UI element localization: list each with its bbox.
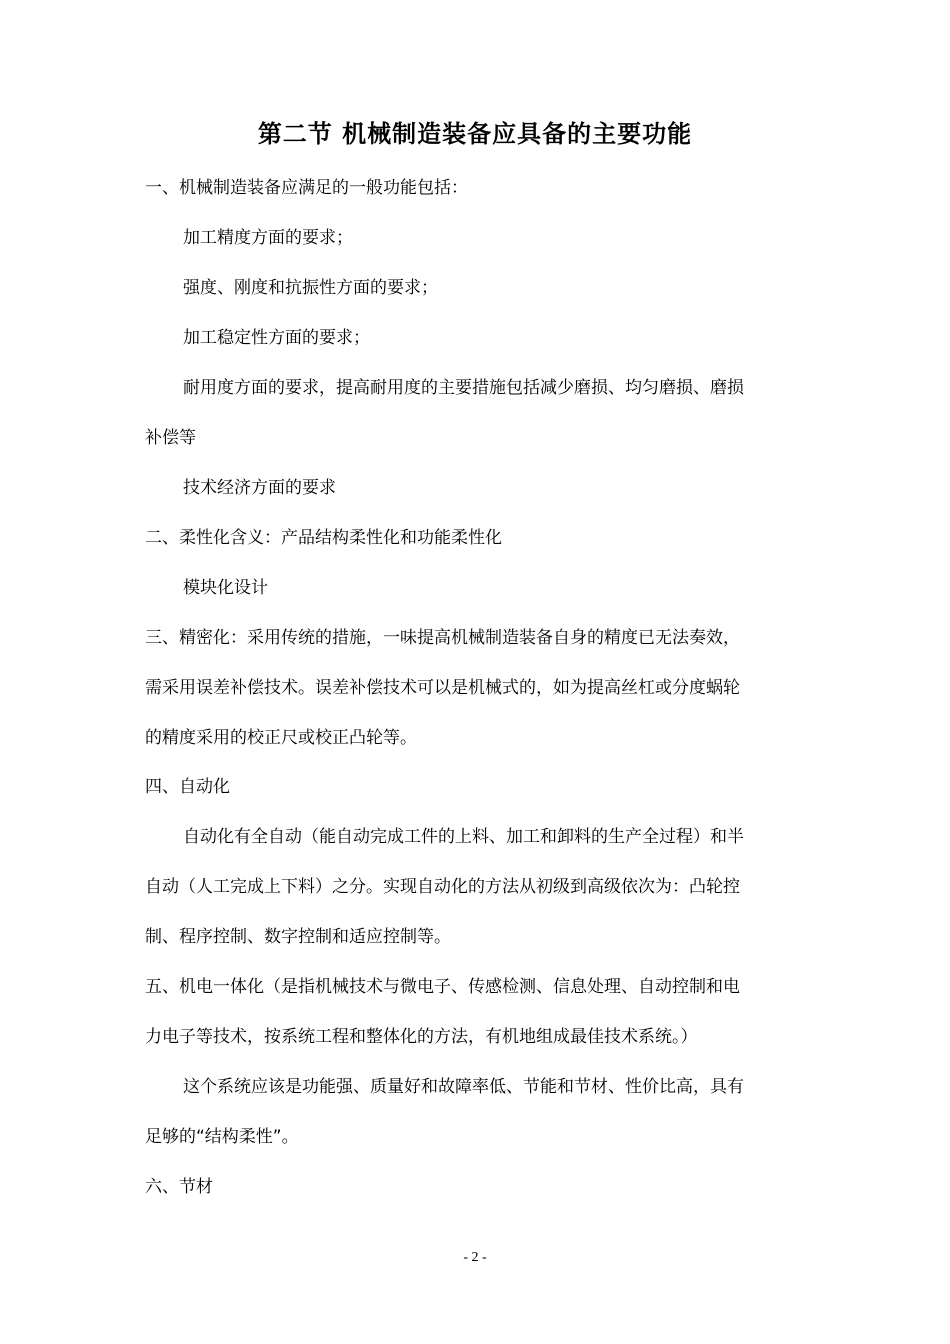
text-line-13: 四、自动化 [145,777,230,797]
text-line-4: 加工稳定性方面的要求； [183,328,370,348]
text-line-20: 足够的“结构柔性”。 [145,1127,299,1147]
text-line-3: 强度、刚度和抗振性方面的要求； [183,278,438,298]
text-line-5: 耐用度方面的要求，提高耐用度的主要措施包括减少磨损、均匀磨损、磨损 [183,378,744,398]
text-line-16: 制、程序控制、数字控制和适应控制等。 [145,927,451,947]
text-line-18: 力电子等技术，按系统工程和整体化的方法，有机地组成最佳技术系统。） [145,1027,698,1047]
text-line-1: 一、机械制造装备应满足的一般功能包括： [145,178,468,198]
text-line-9: 模块化设计 [183,578,268,598]
section-title: 第二节 机械制造装备应具备的主要功能 [257,120,693,148]
text-line-19: 这个系统应该是功能强、质量好和故障率低、节能和节材、性价比高，具有 [183,1077,744,1097]
text-line-6: 补偿等 [145,428,196,448]
text-line-10: 三、精密化：采用传统的措施，一味提高机械制造装备自身的精度已无法奏效， [145,628,740,648]
text-line-12: 的精度采用的校正尺或校正凸轮等。 [145,728,417,748]
text-line-2: 加工精度方面的要求； [183,228,353,248]
text-line-8: 二、柔性化含义：产品结构柔性化和功能柔性化 [145,528,502,548]
text-line-15: 自动（人工完成上下料）之分。实现自动化的方法从初级到高级依次为：凸轮控 [145,877,740,897]
page-number: - 2 - [463,1250,487,1265]
text-line-14: 自动化有全自动（能自动完成工件的上料、加工和卸料的生产全过程）和半 [183,827,744,847]
text-line-21: 六、节材 [145,1177,213,1197]
text-line-17: 五、机电一体化（是指机械技术与微电子、传感检测、信息处理、自动控制和电 [145,977,740,997]
text-line-11: 需采用误差补偿技术。误差补偿技术可以是机械式的，如为提高丝杠或分度蜗轮 [145,678,740,698]
text-line-7: 技术经济方面的要求 [183,478,336,498]
